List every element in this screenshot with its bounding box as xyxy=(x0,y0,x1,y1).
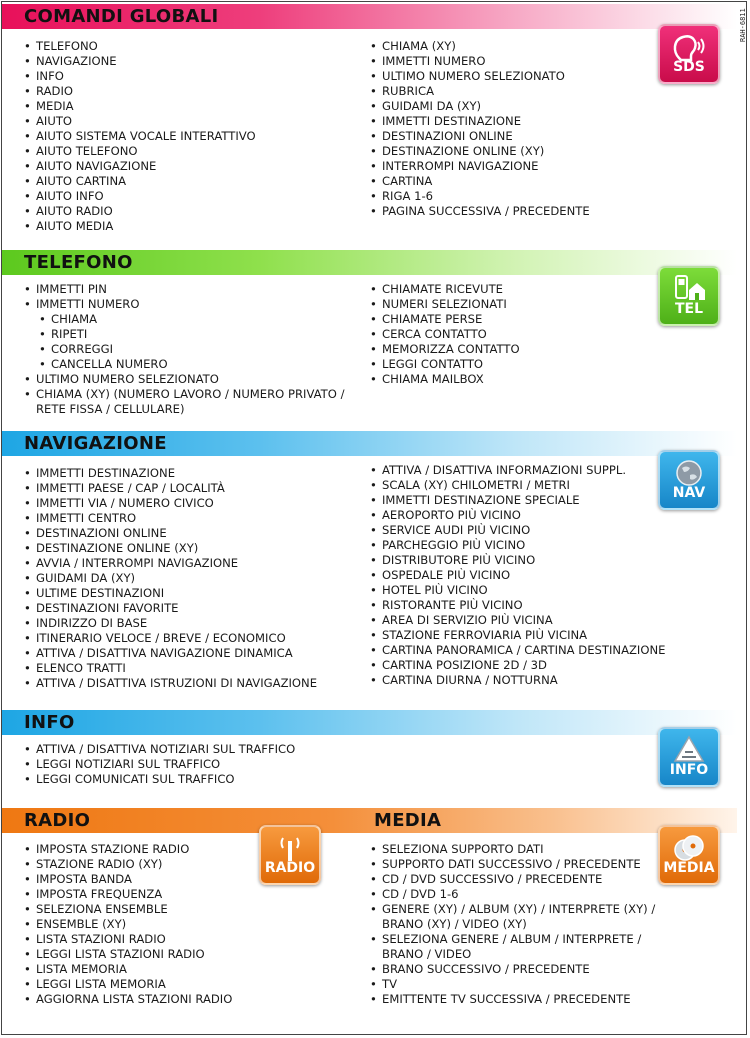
list-item: • CHIAMA MAILBOX xyxy=(370,372,520,387)
list-item: • IMMETTI NUMERO xyxy=(370,54,590,69)
badge-sds xyxy=(658,24,720,84)
list-item: • ATTIVA / DISATTIVA NAVIGAZIONE DINAMICA xyxy=(24,646,317,661)
list-item: • AIUTO SISTEMA VOCALE INTERATTIVO xyxy=(24,129,256,144)
list-item: • ITINERARIO VELOCE / BREVE / ECONOMICO xyxy=(24,631,317,646)
list-item: • ULTIMO NUMERO SELEZIONATO xyxy=(370,69,590,84)
list-item: • TELEFONO xyxy=(24,39,256,54)
section-bar-info xyxy=(2,710,737,735)
list-item: • ELENCO TRATTI xyxy=(24,661,317,676)
list-telefono-right xyxy=(370,282,520,387)
badge-label: SDS xyxy=(673,59,705,75)
section-bar-globali xyxy=(2,4,737,29)
section-comandi-globali xyxy=(2,4,737,239)
list-item: • IMMETTI CENTRO xyxy=(24,511,317,526)
list-item: • ULTIMO NUMERO SELEZIONATO xyxy=(24,372,354,387)
list-item: • CARTINA POSIZIONE 2D / 3D xyxy=(370,658,665,673)
list-item: • ENSEMBLE (XY) xyxy=(24,917,232,932)
list-telefono-left xyxy=(24,282,354,417)
list-item: • TV xyxy=(370,977,670,992)
list-item: • BRANO SUCCESSIVO / PRECEDENTE xyxy=(370,962,670,977)
list-item: • AIUTO xyxy=(24,114,256,129)
list-item: • DESTINAZIONI ONLINE xyxy=(24,526,317,541)
list-item: • SERVICE AUDI PIÙ VICINO xyxy=(370,523,665,538)
list-item: • EMITTENTE TV SUCCESSIVA / PRECEDENTE xyxy=(370,992,670,1007)
list-item: • MEMORIZZA CONTATTO xyxy=(370,342,520,357)
list-item: • CHIAMATE PERSE xyxy=(370,312,520,327)
list-item: • DESTINAZIONI ONLINE xyxy=(370,129,590,144)
list-item: • RIGA 1-6 xyxy=(370,189,590,204)
list-item: • CHIAMA (XY) xyxy=(370,39,590,54)
list-item: • AIUTO MEDIA xyxy=(24,219,256,234)
list-navigazione-left xyxy=(24,466,317,691)
list-item: • OSPEDALE PIÙ VICINO xyxy=(370,568,665,583)
antenna-icon xyxy=(275,833,305,863)
list-subitem: • CANCELLA NUMERO xyxy=(24,357,354,372)
list-item: • HOTEL PIÙ VICINO xyxy=(370,583,665,598)
section-bar-navigazione xyxy=(2,431,737,456)
list-item: • IMMETTI PAESE / CAP / LOCALITÀ xyxy=(24,481,317,496)
list-subitem: • RIPETI xyxy=(24,327,354,342)
list-item: • IMMETTI DESTINAZIONE xyxy=(370,114,590,129)
section-bar-telefono xyxy=(2,250,737,275)
section-title-radio: RADIO xyxy=(24,810,91,831)
list-item: • AIUTO NAVIGAZIONE xyxy=(24,159,256,174)
badge-label: TEL xyxy=(674,301,704,317)
badge-info xyxy=(658,727,720,787)
list-item: • SCALA (XY) CHILOMETRI / METRI xyxy=(370,478,665,493)
list-subitem: • CORREGGI xyxy=(24,342,354,357)
badge-label: NAV xyxy=(672,485,706,501)
list-item: • LEGGI LISTA STAZIONI RADIO xyxy=(24,947,232,962)
list-item: • ATTIVA / DISATTIVA NOTIZIARI SUL TRAFFICO xyxy=(24,742,295,757)
list-item: • STAZIONE RADIO (XY) xyxy=(24,857,232,872)
list-item: • CHIAMA (XY) (NUMERO LAVORO / NUMERO PRIVATO / RETE FISSA / CELLULARE) xyxy=(24,387,354,417)
list-item: • MEDIA xyxy=(24,99,256,114)
list-item: • LEGGI COMUNICATI SUL TRAFFICO xyxy=(24,772,295,787)
list-item: • DESTINAZIONE ONLINE (XY) xyxy=(370,144,590,159)
list-item: • IMMETTI VIA / NUMERO CIVICO xyxy=(24,496,317,511)
badge-radio xyxy=(259,825,321,885)
section-telefono xyxy=(2,250,737,425)
list-item: • AIUTO RADIO xyxy=(24,204,256,219)
list-item: • LEGGI CONTATTO xyxy=(370,357,520,372)
list-item: • AIUTO INFO xyxy=(24,189,256,204)
badge-label: INFO xyxy=(669,762,709,778)
section-bar-radio-media xyxy=(2,808,737,833)
list-item: • LEGGI NOTIZIARI SUL TRAFFICO xyxy=(24,757,295,772)
list-item: • RISTORANTE PIÙ VICINO xyxy=(370,598,665,613)
list-item: • LISTA STAZIONI RADIO xyxy=(24,932,232,947)
list-item: • IMMETTI PIN xyxy=(24,282,354,297)
list-item: • CARTINA xyxy=(370,174,590,189)
list-item: • CHIAMATE RICEVUTE xyxy=(370,282,520,297)
list-info xyxy=(24,742,295,787)
list-item: • LEGGI LISTA MEMORIA xyxy=(24,977,232,992)
section-title-media: MEDIA xyxy=(374,810,442,831)
list-item: • INTERROMPI NAVIGAZIONE xyxy=(370,159,590,174)
badge-label: RADIO xyxy=(264,860,316,876)
list-item: • SELEZIONA SUPPORTO DATI xyxy=(370,842,670,857)
list-item: • INFO xyxy=(24,69,256,84)
list-item: • AIUTO TELEFONO xyxy=(24,144,256,159)
list-item: • GUIDAMI DA (XY) xyxy=(24,571,317,586)
list-media xyxy=(370,842,670,1007)
list-item: • PAGINA SUCCESSIVA / PRECEDENTE xyxy=(370,204,590,219)
list-item: • ATTIVA / DISATTIVA INFORMAZIONI SUPPL. xyxy=(370,463,665,478)
list-item: • CD / DVD SUCCESSIVO / PRECEDENTE xyxy=(370,872,670,887)
list-item: • DESTINAZIONE ONLINE (XY) xyxy=(24,541,317,556)
list-item: • AGGIORNA LISTA STAZIONI RADIO xyxy=(24,992,232,1007)
list-globali-left xyxy=(24,39,256,234)
list-navigazione-right xyxy=(370,463,665,688)
list-item: • AREA DI SERVIZIO PIÙ VICINA xyxy=(370,613,665,628)
list-item: • AEROPORTO PIÙ VICINO xyxy=(370,508,665,523)
list-item: • IMPOSTA STAZIONE RADIO xyxy=(24,842,232,857)
traffic-warning-icon xyxy=(673,735,705,763)
section-radio-media xyxy=(2,808,737,1033)
list-item: • IMPOSTA FREQUENZA xyxy=(24,887,232,902)
list-item: • AIUTO CARTINA xyxy=(24,174,256,189)
list-radio xyxy=(24,842,232,1007)
list-item: • RADIO xyxy=(24,84,256,99)
badge-label: MEDIA xyxy=(663,860,715,876)
section-title: TELEFONO xyxy=(24,252,133,273)
document-code: RAH-6811 xyxy=(739,8,747,42)
list-item: • IMMETTI DESTINAZIONE xyxy=(24,466,317,481)
badge-media xyxy=(658,825,720,885)
list-item: • AVVIA / INTERROMPI NAVIGAZIONE xyxy=(24,556,317,571)
phone-home-icon xyxy=(671,274,707,304)
list-item: • ULTIME DESTINAZIONI xyxy=(24,586,317,601)
list-item: • PARCHEGGIO PIÙ VICINO xyxy=(370,538,665,553)
section-info xyxy=(2,710,737,815)
list-item: • DESTINAZIONI FAVORITE xyxy=(24,601,317,616)
list-item: • SUPPORTO DATI SUCCESSIVO / PRECEDENTE xyxy=(370,857,670,872)
list-item: • RUBRICA xyxy=(370,84,590,99)
list-item: • NUMERI SELEZIONATI xyxy=(370,297,520,312)
list-item: • SELEZIONA ENSEMBLE xyxy=(24,902,232,917)
section-navigazione xyxy=(2,431,737,716)
badge-nav xyxy=(658,450,720,510)
section-title: INFO xyxy=(24,712,75,733)
section-title: NAVIGAZIONE xyxy=(24,433,167,454)
list-item: • DISTRIBUTORE PIÙ VICINO xyxy=(370,553,665,568)
section-title: COMANDI GLOBALI xyxy=(24,6,219,27)
list-item: • LISTA MEMORIA xyxy=(24,962,232,977)
discs-icon xyxy=(672,833,706,863)
list-item: • CD / DVD 1-6 xyxy=(370,887,670,902)
list-item: • IMMETTI DESTINAZIONE SPECIALE xyxy=(370,493,665,508)
list-item: • INDIRIZZO DI BASE xyxy=(24,616,317,631)
list-item: • SELEZIONA GENERE / ALBUM / INTERPRETE / BRANO / VIDEO xyxy=(370,932,670,962)
list-item: • GUIDAMI DA (XY) xyxy=(370,99,590,114)
list-globali-right xyxy=(370,39,590,219)
list-item: • CARTINA DIURNA / NOTTURNA xyxy=(370,673,665,688)
list-item: • ATTIVA / DISATTIVA ISTRUZIONI DI NAVIGAZIONE xyxy=(24,676,317,691)
list-item: • CARTINA PANORAMICA / CARTINA DESTINAZIONE xyxy=(370,643,665,658)
globe-icon xyxy=(674,458,704,488)
list-item: • GENERE (XY) / ALBUM (XY) / INTERPRETE (XY) / BRANO (XY) / VIDEO (XY) xyxy=(370,902,670,932)
badge-tel xyxy=(658,266,720,326)
list-item: • IMMETTI NUMERO xyxy=(24,297,354,312)
list-subitem: • CHIAMA xyxy=(24,312,354,327)
list-item: • NAVIGAZIONE xyxy=(24,54,256,69)
list-item: • CERCA CONTATTO xyxy=(370,327,520,342)
list-item: • IMPOSTA BANDA xyxy=(24,872,232,887)
list-item: • STAZIONE FERROVIARIA PIÙ VICINA xyxy=(370,628,665,643)
